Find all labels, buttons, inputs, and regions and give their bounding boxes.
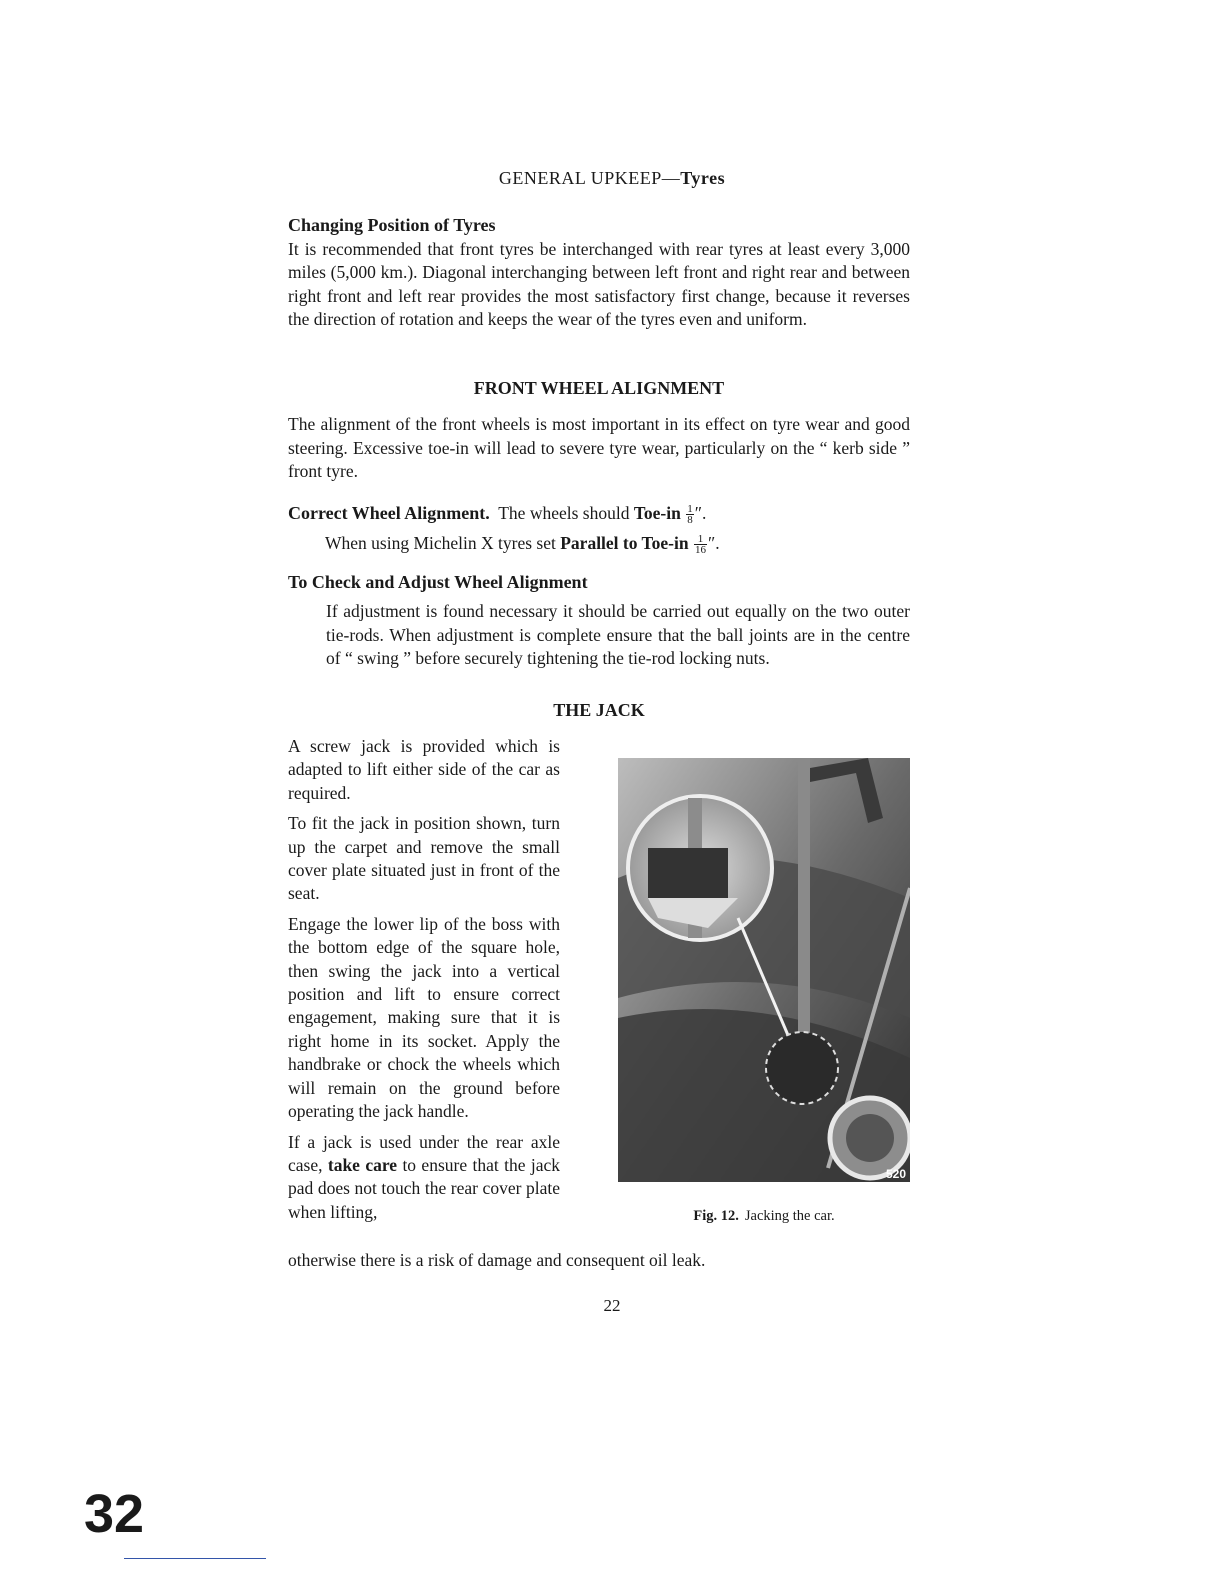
jack-heading: THE JACK [553,700,645,720]
frac1-denominator: 8 [687,514,693,527]
correct-alignment-text1: The wheels should [498,503,630,523]
sheet-number: 32 [84,1484,145,1544]
changing-position-body: It is recommended that front tyres be interchanged with rear tyres at least every 3,000 miles (5,000 km.). Diagonal interchanging between left front and right rear and between right front and left rear provides the most satisfactory first change, because it reverses the direction of rotation and keeps the wear of the tyres even and uniform. [288,238,910,329]
changing-position-section [288,214,910,332]
changing-position-heading: Changing Position of Tyres [288,215,496,235]
header-section: GENERAL UPKEEP— [498,168,681,188]
jack-photo-illustration [618,758,910,1182]
photo-code: 520 [885,1167,906,1181]
unit2: ″. [707,533,720,553]
fraction-one-sixteenth [694,534,707,555]
correct-alignment-line2 [325,532,910,556]
figure-label: Fig. 12. [693,1208,739,1224]
jack-p4-start: If a jack is used under the rear axle case, [288,1131,560,1175]
jack-text-column [288,735,560,1231]
front-wheel-body: The alignment of the front wheels is most important in its effect on tyre wear and good steering. Excessive toe-in will lead to severe tyre wear, particularly on the “ kerb side ” front tyre. [288,414,910,481]
frac2-denominator: 16 [694,544,706,557]
check-adjust-heading: To Check and Adjust Wheel Alignment [288,572,588,592]
figure-caption [618,1208,910,1225]
header-topic: Tyres [680,168,726,188]
correct-alignment-text2: When using Michelin X tyres set [325,533,556,553]
jack-paragraph-4 [288,1131,560,1225]
jack-p4-end: to ensure that the jack pad does not touch the rear cover plate when lifting, [288,1154,560,1222]
jack-photo [618,758,910,1182]
fraction-one-eighth [686,504,694,525]
front-wheel-heading: FRONT WHEEL ALIGNMENT [473,378,725,398]
cover-plate-center [846,1114,894,1162]
jack-paragraph-2: To fit the jack in position shown, turn up the carpet and remove the small cover plate situated just in front of the seat. [288,813,560,904]
inset-boss [648,848,728,898]
figure-caption-text: Jacking the car. [744,1208,835,1224]
page-header [0,168,1224,189]
socket-circle [766,1032,838,1104]
jack-p4-tail: otherwise there is a risk of damage and consequent oil leak. [288,1250,706,1270]
jack-paragraph-3: Engage the lower lip of the boss with the bottom edge of the square hole, then swing the jack into a vertical position and lift to ensure correct engagement, making sure that it is right home in its socket. Apply the handbrake or chock the wheels which will remain on the ground before operating the jack handle. [288,913,560,1122]
correct-alignment-heading: Correct Wheel Alignment. [288,503,490,523]
jack-paragraph-1: A screw jack is provided which is adapted to lift either side of the car as required. [288,736,560,803]
check-adjust-body: If adjustment is found necessary it should be carried out equally on the two outer tie-rods. When adjustment is complete ensure that the ball joints are in the centre of “ swing ” before securely tightening the tie-rod locking nuts. [326,601,910,668]
parallel-toe-in-label: Parallel to Toe-in [560,533,689,553]
take-care-text: take care [327,1154,398,1175]
toe-in-label: Toe-in [633,503,681,523]
correct-alignment-line1 [288,502,910,526]
frac1-numerator: 1 [687,503,693,516]
unit1: ″. [694,503,707,523]
footer-rule [124,1558,266,1559]
frac2-numerator: 1 [694,534,707,545]
page-number: 22 [603,1296,621,1315]
